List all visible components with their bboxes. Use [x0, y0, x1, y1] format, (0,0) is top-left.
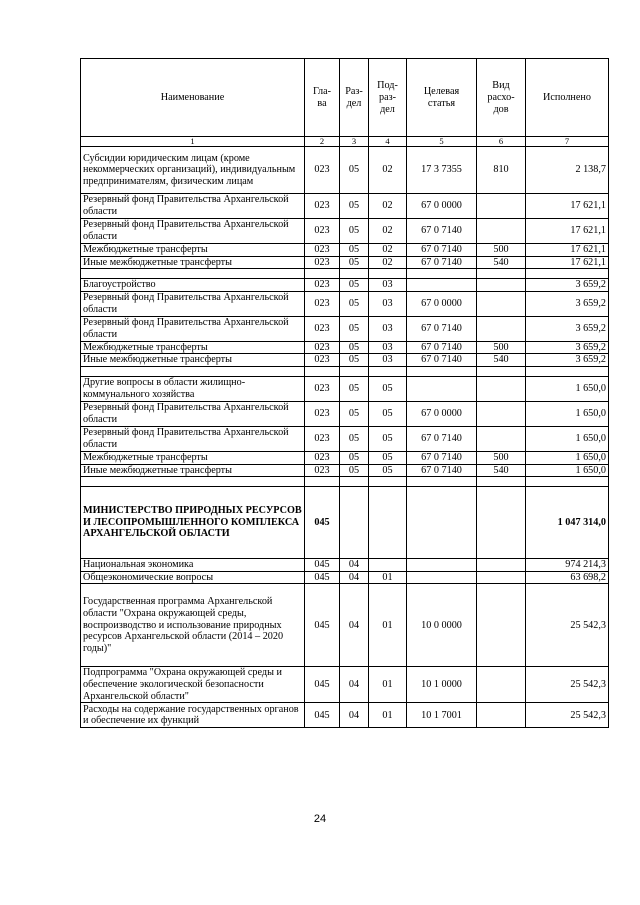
- row-glava: 045: [305, 667, 340, 703]
- spacer-cell: [81, 366, 305, 376]
- row-ispolneno: 17 621,1: [526, 256, 609, 269]
- row-vid-rashodov: [477, 279, 526, 292]
- row-razdel: 05: [340, 376, 369, 401]
- row-cel-statya: 17 3 7355: [407, 147, 477, 194]
- row-cel-statya: 67 0 7140: [407, 244, 477, 257]
- row-vid-rashodov: 540: [477, 256, 526, 269]
- row-name: Национальная экономика: [81, 559, 305, 572]
- row-name: Межбюджетные трансферты: [81, 451, 305, 464]
- table-row: [81, 194, 609, 219]
- table-row: [81, 256, 609, 269]
- row-ispolneno: 974 214,3: [526, 559, 609, 572]
- table-row: [81, 354, 609, 367]
- spacer-cell: [407, 477, 477, 487]
- row-ispolneno: 1 650,0: [526, 376, 609, 401]
- row-razdel: 05: [340, 426, 369, 451]
- row-ispolneno: 17 621,1: [526, 194, 609, 219]
- row-vid-rashodov: [477, 401, 526, 426]
- row-podrazdel: 01: [369, 703, 407, 728]
- row-cel-statya: 67 0 7140: [407, 256, 477, 269]
- row-glava: 023: [305, 291, 340, 316]
- row-razdel: 05: [340, 464, 369, 477]
- row-ispolneno: 3 659,2: [526, 316, 609, 341]
- row-glava: 045: [305, 559, 340, 572]
- row-razdel: 05: [340, 354, 369, 367]
- row-podrazdel: 05: [369, 376, 407, 401]
- column-number: 2: [305, 137, 340, 147]
- row-glava: 023: [305, 279, 340, 292]
- row-ispolneno: 1 650,0: [526, 426, 609, 451]
- row-cel-statya: 10 1 0000: [407, 667, 477, 703]
- row-podrazdel: 05: [369, 426, 407, 451]
- spacer-row: [81, 477, 609, 487]
- row-razdel: 04: [340, 571, 369, 584]
- row-cel-statya: 67 0 7140: [407, 464, 477, 477]
- table-row: [81, 376, 609, 401]
- row-podrazdel: 03: [369, 316, 407, 341]
- row-vid-rashodov: [477, 584, 526, 667]
- header-podrazdel: Под- раз- дел: [369, 59, 407, 137]
- row-cel-statya: 67 0 7140: [407, 426, 477, 451]
- spacer-cell: [477, 269, 526, 279]
- row-name: Иные межбюджетные трансферты: [81, 354, 305, 367]
- row-cel-statya: 67 0 7140: [407, 451, 477, 464]
- row-podrazdel: 05: [369, 401, 407, 426]
- row-name: Межбюджетные трансферты: [81, 244, 305, 257]
- row-razdel: [340, 487, 369, 559]
- table-row: [81, 584, 609, 667]
- header-glava: Гла- ва: [305, 59, 340, 137]
- spacer-cell: [340, 477, 369, 487]
- row-vid-rashodov: 540: [477, 464, 526, 477]
- row-glava: 045: [305, 703, 340, 728]
- row-ispolneno: 3 659,2: [526, 291, 609, 316]
- row-name: Расходы на содержание государственных органов и обеспечение их функций: [81, 703, 305, 728]
- row-vid-rashodov: [477, 703, 526, 728]
- table-row: [81, 487, 609, 559]
- spacer-cell: [369, 269, 407, 279]
- row-vid-rashodov: 540: [477, 354, 526, 367]
- row-name: Резервный фонд Правительства Архангельской области: [81, 194, 305, 219]
- row-razdel: 05: [340, 341, 369, 354]
- spacer-cell: [81, 269, 305, 279]
- row-razdel: 05: [340, 316, 369, 341]
- row-cel-statya: [407, 487, 477, 559]
- spacer-cell: [305, 366, 340, 376]
- table-row: [81, 244, 609, 257]
- row-vid-rashodov: [477, 219, 526, 244]
- row-razdel: 05: [340, 244, 369, 257]
- row-podrazdel: 03: [369, 279, 407, 292]
- spacer-cell: [369, 366, 407, 376]
- row-ispolneno: 1 650,0: [526, 464, 609, 477]
- column-number: 5: [407, 137, 477, 147]
- row-name: Межбюджетные трансферты: [81, 341, 305, 354]
- row-cel-statya: 67 0 0000: [407, 194, 477, 219]
- row-razdel: 05: [340, 147, 369, 194]
- header-razdel: Раз- дел: [340, 59, 369, 137]
- table-row: [81, 401, 609, 426]
- row-name: Резервный фонд Правительства Архангельской области: [81, 219, 305, 244]
- row-vid-rashodov: [477, 487, 526, 559]
- row-ispolneno: 1 047 314,0: [526, 487, 609, 559]
- row-name: Субсидии юридическим лицам (кроме некоммерческих организаций), индивидуальным предпринимателям, физическим лицам: [81, 147, 305, 194]
- row-vid-rashodov: [477, 194, 526, 219]
- table-row: [81, 464, 609, 477]
- spacer-cell: [526, 366, 609, 376]
- row-name: Резервный фонд Правительства Архангельской области: [81, 291, 305, 316]
- row-vid-rashodov: [477, 559, 526, 572]
- row-glava: 023: [305, 147, 340, 194]
- row-cel-statya: [407, 559, 477, 572]
- row-glava: 023: [305, 426, 340, 451]
- row-cel-statya: [407, 571, 477, 584]
- row-podrazdel: 01: [369, 571, 407, 584]
- row-razdel: 05: [340, 219, 369, 244]
- row-glava: 023: [305, 341, 340, 354]
- row-vid-rashodov: 500: [477, 451, 526, 464]
- spacer-cell: [526, 477, 609, 487]
- row-name: Государственная программа Архангельской области "Охрана окружающей среды, воспроизводство и использование природных ресурсов Архангельской области (2014 – 2020 годы)": [81, 584, 305, 667]
- row-cel-statya: 67 0 7140: [407, 316, 477, 341]
- row-razdel: 05: [340, 291, 369, 316]
- row-glava: 045: [305, 487, 340, 559]
- row-ispolneno: 1 650,0: [526, 451, 609, 464]
- header-row: [81, 59, 609, 137]
- spacer-cell: [81, 477, 305, 487]
- row-glava: 045: [305, 571, 340, 584]
- row-podrazdel: 03: [369, 291, 407, 316]
- row-name: Подпрограмма "Охрана окружающей среды и обеспечение экологической безопасности Архангельской области": [81, 667, 305, 703]
- table-row: [81, 316, 609, 341]
- table-row: [81, 571, 609, 584]
- spacer-cell: [407, 366, 477, 376]
- row-podrazdel: 02: [369, 219, 407, 244]
- row-glava: 023: [305, 464, 340, 477]
- row-glava: 023: [305, 354, 340, 367]
- row-cel-statya: [407, 376, 477, 401]
- header-cel-statya: Целевая статья: [407, 59, 477, 137]
- row-podrazdel: 02: [369, 244, 407, 257]
- row-ispolneno: 17 621,1: [526, 219, 609, 244]
- row-cel-statya: [407, 279, 477, 292]
- spacer-cell: [477, 366, 526, 376]
- header-name: Наименование: [81, 59, 305, 137]
- row-ispolneno: 2 138,7: [526, 147, 609, 194]
- table-row: [81, 341, 609, 354]
- row-ispolneno: 25 542,3: [526, 584, 609, 667]
- column-number: 6: [477, 137, 526, 147]
- row-podrazdel: [369, 559, 407, 572]
- table-row: [81, 291, 609, 316]
- spacer-row: [81, 269, 609, 279]
- row-name: Резервный фонд Правительства Архангельской области: [81, 316, 305, 341]
- row-name: МИНИСТЕРСТВО ПРИРОДНЫХ РЕСУРСОВ И ЛЕСОПРОМЫШЛЕННОГО КОМПЛЕКСА АРХАНГЕЛЬСКОЙ ОБЛАСТИ: [81, 487, 305, 559]
- row-podrazdel: 05: [369, 451, 407, 464]
- row-razdel: 04: [340, 667, 369, 703]
- row-name: Иные межбюджетные трансферты: [81, 464, 305, 477]
- row-cel-statya: 67 0 7140: [407, 219, 477, 244]
- row-cel-statya: 67 0 0000: [407, 291, 477, 316]
- table-row: [81, 279, 609, 292]
- spacer-cell: [340, 269, 369, 279]
- header-vid-rashodov: Вид расхо- дов: [477, 59, 526, 137]
- row-podrazdel: 02: [369, 147, 407, 194]
- table-row: [81, 219, 609, 244]
- row-cel-statya: 10 0 0000: [407, 584, 477, 667]
- budget-table: [80, 58, 609, 728]
- row-podrazdel: 03: [369, 341, 407, 354]
- row-name: Резервный фонд Правительства Архангельской области: [81, 401, 305, 426]
- spacer-row: [81, 366, 609, 376]
- row-podrazdel: 05: [369, 464, 407, 477]
- table-row: [81, 559, 609, 572]
- row-name: Резервный фонд Правительства Архангельской области: [81, 426, 305, 451]
- table-row: [81, 451, 609, 464]
- row-glava: 045: [305, 584, 340, 667]
- page-number: 24: [313, 813, 327, 825]
- spacer-cell: [407, 269, 477, 279]
- column-number: 7: [526, 137, 609, 147]
- table-row: [81, 703, 609, 728]
- row-name: Благоустройство: [81, 279, 305, 292]
- row-ispolneno: 3 659,2: [526, 279, 609, 292]
- row-glava: 023: [305, 401, 340, 426]
- row-glava: 023: [305, 219, 340, 244]
- row-razdel: 05: [340, 401, 369, 426]
- column-number-row: [81, 137, 609, 147]
- row-razdel: 05: [340, 451, 369, 464]
- row-vid-rashodov: 500: [477, 244, 526, 257]
- row-podrazdel: 02: [369, 256, 407, 269]
- column-number: 4: [369, 137, 407, 147]
- row-podrazdel: 01: [369, 667, 407, 703]
- table-row: [81, 426, 609, 451]
- row-cel-statya: 67 0 7140: [407, 341, 477, 354]
- column-number: 1: [81, 137, 305, 147]
- row-podrazdel: [369, 487, 407, 559]
- table-row: [81, 667, 609, 703]
- row-vid-rashodov: 500: [477, 341, 526, 354]
- spacer-cell: [526, 269, 609, 279]
- row-razdel: 05: [340, 256, 369, 269]
- row-name: Иные межбюджетные трансферты: [81, 256, 305, 269]
- row-glava: 023: [305, 244, 340, 257]
- row-podrazdel: 01: [369, 584, 407, 667]
- row-name: Общеэкономические вопросы: [81, 571, 305, 584]
- row-razdel: 04: [340, 703, 369, 728]
- table-row: [81, 147, 609, 194]
- row-razdel: 04: [340, 584, 369, 667]
- row-name: Другие вопросы в области жилищно-коммунального хозяйства: [81, 376, 305, 401]
- row-razdel: 05: [340, 194, 369, 219]
- row-vid-rashodov: [477, 291, 526, 316]
- spacer-cell: [477, 477, 526, 487]
- spacer-cell: [369, 477, 407, 487]
- row-vid-rashodov: 810: [477, 147, 526, 194]
- row-ispolneno: 17 621,1: [526, 244, 609, 257]
- row-ispolneno: 25 542,3: [526, 703, 609, 728]
- spacer-cell: [305, 269, 340, 279]
- row-ispolneno: 1 650,0: [526, 401, 609, 426]
- row-cel-statya: 10 1 7001: [407, 703, 477, 728]
- row-cel-statya: 67 0 0000: [407, 401, 477, 426]
- row-vid-rashodov: [477, 426, 526, 451]
- row-glava: 023: [305, 316, 340, 341]
- row-glava: 023: [305, 451, 340, 464]
- row-vid-rashodov: [477, 316, 526, 341]
- row-vid-rashodov: [477, 667, 526, 703]
- row-glava: 023: [305, 194, 340, 219]
- row-ispolneno: 63 698,2: [526, 571, 609, 584]
- spacer-cell: [305, 477, 340, 487]
- spacer-cell: [340, 366, 369, 376]
- row-podrazdel: 03: [369, 354, 407, 367]
- row-cel-statya: 67 0 7140: [407, 354, 477, 367]
- row-vid-rashodov: [477, 376, 526, 401]
- row-ispolneno: 3 659,2: [526, 354, 609, 367]
- row-ispolneno: 25 542,3: [526, 667, 609, 703]
- row-vid-rashodov: [477, 571, 526, 584]
- row-podrazdel: 02: [369, 194, 407, 219]
- column-number: 3: [340, 137, 369, 147]
- row-razdel: 05: [340, 279, 369, 292]
- row-glava: 023: [305, 256, 340, 269]
- header-ispolneno: Исполнено: [526, 59, 609, 137]
- row-razdel: 04: [340, 559, 369, 572]
- row-ispolneno: 3 659,2: [526, 341, 609, 354]
- row-glava: 023: [305, 376, 340, 401]
